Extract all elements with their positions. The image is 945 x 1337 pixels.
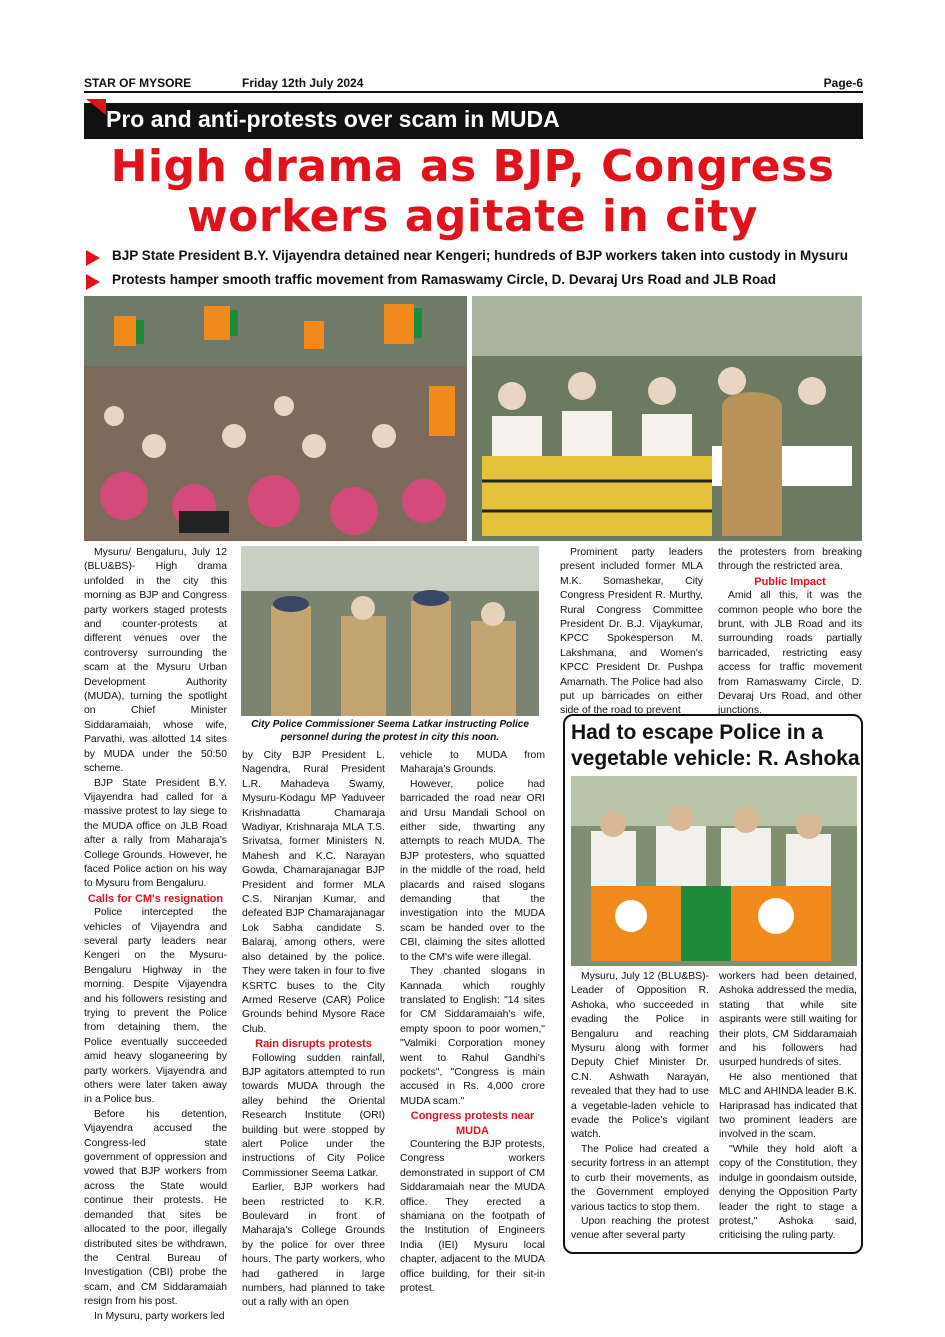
deck-bullet: BJP State President B.Y. Vijayendra detained near Kengeri; hundreds of BJP workers taken into custody in Mysuru <box>84 248 874 272</box>
headline-line-2: workers agitate in city <box>187 191 758 242</box>
paragraph: by City BJP President L. Nagendra, Rural President L.R. Mahadeva Swamy, Mysuru-Kodagu MP Yaduveer Krishnadatta Chamaraja Wadiyar, Krishnaraja MLA T.S. Srivatsa, former Ministers N. Mahesh and K.C. Narayan Gowda, Chamarajanagar BJP President and former MLA C.S. Niranjan Kumar, and defeated BJP Chamarajanagar Lok Sabha candidate S. Balaraj, among others, were also detained by the police. They were taken in four to five KSRTC buses to the City Armed Reserve (CAR) Police Grounds behind Mysore Race Club. <box>242 750 385 1035</box>
paragraph: Earlier, BJP workers had been restricted to K.R. Boulevard in front of Maharaja's College Grounds by the police for over three hours. The party workers, who had gathered in large numbers, had planned to take out a rally with an open <box>242 1182 385 1309</box>
photo-police-commissioner <box>241 546 539 716</box>
subhead: Public Impact <box>754 575 826 588</box>
paragraph: Following sudden rainfall, BJP agitators attempted to run towards MUDA through the alley behind the Oriental Research Institute (ORI) building but were stopped by alert Police under the instructions of City Police Commissioner Seema Latkar. <box>242 1052 385 1179</box>
headline-line-1: High drama as BJP, Congress <box>110 141 835 192</box>
paper-name: STAR OF MYSORE <box>84 76 192 90</box>
subhead: Calls for CM's resignation <box>87 892 224 905</box>
box-headline: Had to escape Police in a vegetable vehicle: R. Ashoka <box>571 721 860 770</box>
kicker-bar <box>84 103 863 139</box>
subhead: Congress protests near MUDA <box>410 1110 535 1137</box>
paragraph: Police intercepted the vehicles of Vijayendra and several party leaders near Kengeri on the Mysuru-Bengaluru Highway in the morning. Despite Vijayendra and his followers resisting and trying to prevent the Police from detaining them, the Police eventually succeeded amid heavy sloganeering by party workers. Vijayendra and others were later taken away in a Police bus. <box>84 907 227 1106</box>
paragraph: the protesters from breaking through the restricted area. <box>718 547 862 573</box>
box-column-a <box>571 970 709 1244</box>
article-column-5 <box>718 546 862 719</box>
paragraph: However, police had barricaded the road near ORI and Ursu Mandali School on either side, thwarting any attempts to reach MUDA. The BJP protesters, who squatted in the middle of the road, held placards and raised slogans demanding that the investigation into the MUDA scam be handed over to the CBI, claiming the sites allotted to the CM's wife were illegal. <box>400 778 545 963</box>
paragraph: Upon reaching the protest venue after several party <box>571 1215 709 1242</box>
kicker-text: Pro and anti-protests over scam in MUDA <box>106 106 560 132</box>
page-header <box>84 74 863 92</box>
arrow-icon <box>86 274 100 290</box>
article-column-4 <box>560 546 703 719</box>
article-column-2 <box>242 749 385 1311</box>
red-corner-icon <box>86 99 106 115</box>
paragraph: "While they hold aloft a copy of the Constitution, they indulge in goondaism outside, denying the Opposition Party leader the right to stage a protest," Ashoka said, criticising the ruling party. <box>719 1143 857 1242</box>
photo-barricade-scuffle <box>472 296 862 541</box>
article-column-1 <box>84 546 227 1324</box>
page-number: Page-6 <box>823 76 863 90</box>
issue-date: Friday 12th July 2024 <box>242 76 364 90</box>
photo-bjp-crowd <box>84 296 467 541</box>
paragraph: They chanted slogans in Kannada which roughly translated to English: "14 sites for CM Siddaramaiah's wife, empty spoon to poor women," "Valmiki Corporation money went to Rahul Gandhi's pockets", "Congress is main accused in Rs. 4,000 crore MUDA scam." <box>400 966 545 1107</box>
box-column-b <box>719 970 857 1244</box>
paragraph: workers had been detained, Ashoka addressed the media, stating that while site aspirants were still waiting for their plots, CM Siddaramaiah and his followers had usurped hundreds of sites. <box>719 971 857 1069</box>
paragraph: BJP State President B.Y. Vijayendra had called for a massive protest to lay siege to the MUDA office on JLB Road after a rally from Maharaja's College Grounds. However, he faced Police action on his way to Mysuru from Bengaluru. <box>84 777 227 890</box>
subhead: Rain disrupts protests <box>255 1038 372 1051</box>
header-rule <box>84 91 863 93</box>
paragraph: Before his detention, Vijayendra accused the Congress-led state government of oppression and vowed that BJP workers from across the State would continue their protests. He demanded that sites be allocated to the poor, illegally distributed sites be withdrawn, the Central Bureau of Investigation (CBI) probe the scam, and CM Siddaramaiah resign from his post. <box>84 1108 227 1308</box>
paragraph: Amid all this, it was the common people who bore the brunt, with JLB Road and its surrounding roads partially barricaded, restricting easy access for traffic movement from Ramaswamy Circle, D. Devaraj Urs Road, and other junctions. <box>718 590 862 717</box>
photo-caption: City Police Commissioner Seema Latkar instructing Police personnel during the protest in city this noon. <box>251 719 529 743</box>
photo-ashoka-flags <box>571 776 857 966</box>
deck-bullets <box>84 248 874 296</box>
paragraph: In Mysuru, party workers led <box>94 1310 225 1322</box>
arrow-icon <box>86 250 100 266</box>
paragraph: Mysuru, July 12 (BLU&BS)-Leader of Opposition R. Ashoka, who succeeded in evading the Police in Bengaluru and reaching Mysuru along with former Deputy Chief Minister Dr. C.N. Ashwath Narayan, revealed that they had to use a vegetable-laden vehicle to evade the Police's vigilant watch. <box>571 971 709 1141</box>
paragraph: vehicle to MUDA from Maharaja's Grounds. <box>400 750 545 776</box>
headline <box>60 142 885 242</box>
ashoka-story-box <box>563 714 863 1254</box>
paragraph: The Police had created a security fortress in an attempt to curb their movements, as the Government employed various tactics to stop them. <box>571 1143 709 1213</box>
article-column-3 <box>400 749 545 1296</box>
paragraph: Countering the BJP protests, Congress workers demonstrated in support of CM Siddaramaiah near the MUDA office. They erected a shamiana on the footpath of the Institution of Engineers India (IEI) Mysuru local chapter, adjacent to the MUDA office building, for their sit-in protest. <box>400 1138 545 1295</box>
paragraph: Prominent party leaders present included former MLA M.K. Somashekar, City Congress President R. Murthy, Rural Congress Committee President Dr. B.J. Vijaykumar, KPCC Spokesperson M. Lakshmana, and Women's KPCC President Dr. Pushpa Amarnath. The Police had also put up barricades on either side of the road to prevent <box>560 547 703 717</box>
paragraph: Mysuru/ Bengaluru, July 12 (BLU&BS)- High drama unfolded in the city this morning as BJP and Congress party workers staged protests and counter-protests at different venues over the controversy surrounding the scam at the Mysuru Urban Development Authority (MUDA), turning the spotlight on Chief Minister Siddaramaiah, whose wife, Parvathi, was allotted 14 sites by MUDA under the 50:50 scheme. <box>84 547 227 775</box>
paragraph: He also mentioned that MLC and AHINDA leader B.K. Hariprasad has indicated that two prominent leaders are involved in the scam. <box>719 1071 857 1141</box>
deck-bullet: Protests hamper smooth traffic movement from Ramaswamy Circle, D. Devaraj Urs Road and JLB Road <box>84 272 874 296</box>
